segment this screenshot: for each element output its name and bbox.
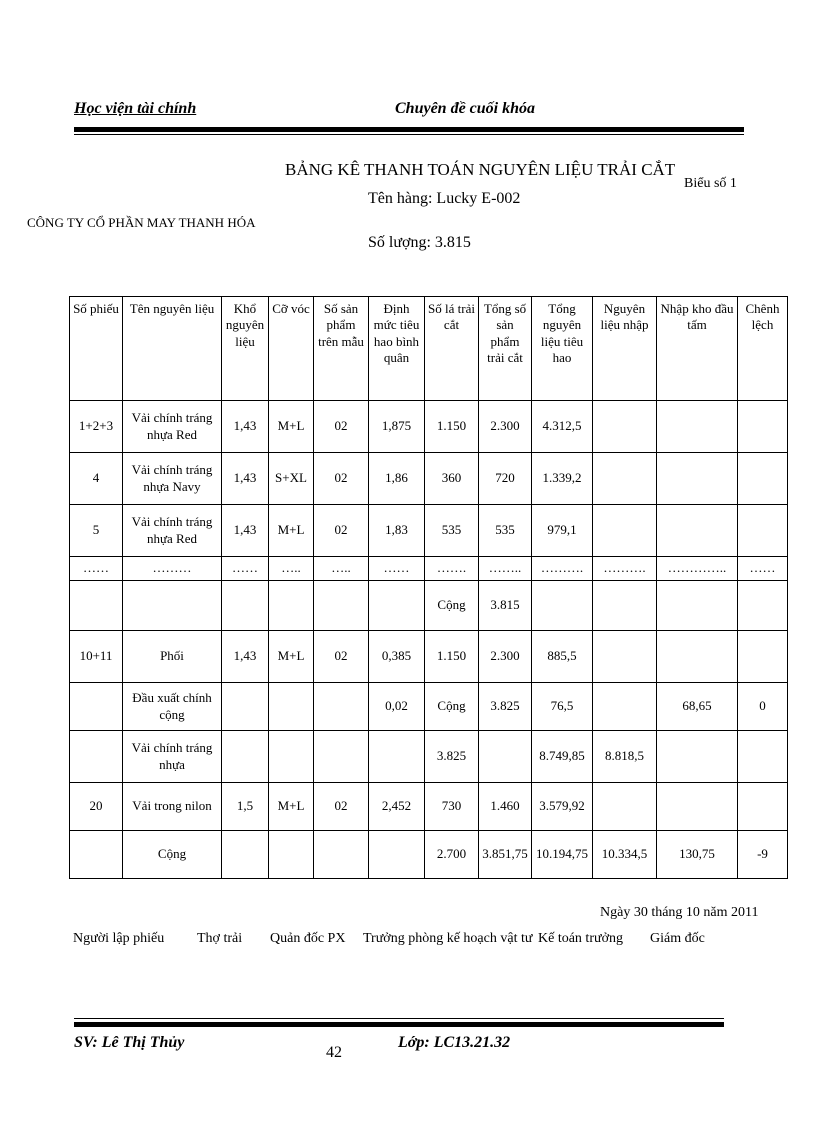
cell-material-received xyxy=(593,631,657,683)
cell-material-width xyxy=(222,731,269,783)
cell-material-received xyxy=(593,401,657,453)
header-avg-consumption: Định mức tiêu hao bình quân xyxy=(369,297,425,401)
material-settlement-table xyxy=(69,296,788,879)
cell-size: ….. xyxy=(269,557,314,581)
cell-material-name: Cộng xyxy=(123,831,222,879)
cell-total-material: 3.579,92 xyxy=(532,783,593,831)
table-header-row xyxy=(70,297,788,401)
footer-student-name: SV: Lê Thị Thủy xyxy=(74,1034,185,1051)
cell-total-material: 1.339,2 xyxy=(532,453,593,505)
cell-products-per-marker: 02 xyxy=(314,783,369,831)
cell-avg-consumption: 2,452 xyxy=(369,783,425,831)
cell-material-width: 1,43 xyxy=(222,631,269,683)
cell-difference xyxy=(738,505,788,557)
cell-layers: ……. xyxy=(425,557,479,581)
cell-total-products: 720 xyxy=(479,453,532,505)
cell-avg-consumption: …… xyxy=(369,557,425,581)
cell-total-products: 1.460 xyxy=(479,783,532,831)
table-row xyxy=(70,831,788,879)
cell-total-products: 3.851,75 xyxy=(479,831,532,879)
cell-total-material: 885,5 xyxy=(532,631,593,683)
cell-layers: Cộng xyxy=(425,581,479,631)
cell-avg-consumption xyxy=(369,581,425,631)
signature-chief-accountant: Kế toán trưởng xyxy=(538,931,623,946)
cell-material-width: 1,43 xyxy=(222,401,269,453)
cell-size: M+L xyxy=(269,505,314,557)
cell-products-per-marker: 02 xyxy=(314,401,369,453)
cell-total-products: 2.300 xyxy=(479,631,532,683)
page-number: 42 xyxy=(326,1044,342,1061)
header-material-received: Nguyên liệu nhập xyxy=(593,297,657,401)
cell-layers: 360 xyxy=(425,453,479,505)
cell-remnant-stock: ………….. xyxy=(657,557,738,581)
cell-products-per-marker: ….. xyxy=(314,557,369,581)
cell-size xyxy=(269,831,314,879)
header-difference: Chênh lệch xyxy=(738,297,788,401)
cell-size: M+L xyxy=(269,783,314,831)
table-row xyxy=(70,401,788,453)
footer-rule-thick xyxy=(74,1022,724,1027)
cell-slip-no: 20 xyxy=(70,783,123,831)
cell-avg-consumption: 1,86 xyxy=(369,453,425,505)
cell-layers: 1.150 xyxy=(425,631,479,683)
signature-director: Giám đốc xyxy=(650,931,705,946)
cell-remnant-stock xyxy=(657,631,738,683)
cell-size: M+L xyxy=(269,401,314,453)
cell-material-name: Vải trong nilon xyxy=(123,783,222,831)
cell-total-products: …….. xyxy=(479,557,532,581)
date-line: Ngày 30 tháng 10 năm 2011 xyxy=(600,905,759,920)
signature-planning-head: Trưởng phòng kế hoạch vật tư xyxy=(363,931,533,946)
cell-material-width: 1,5 xyxy=(222,783,269,831)
cell-slip-no: 10+11 xyxy=(70,631,123,683)
cell-layers: 535 xyxy=(425,505,479,557)
cell-products-per-marker xyxy=(314,831,369,879)
header-total-material: Tổng nguyên liệu tiêu hao xyxy=(532,297,593,401)
signature-workshop-manager: Quản đốc PX xyxy=(270,931,346,946)
cell-material-width xyxy=(222,831,269,879)
cell-material-received: 10.334,5 xyxy=(593,831,657,879)
cell-size xyxy=(269,581,314,631)
cell-material-received xyxy=(593,453,657,505)
cell-layers: 1.150 xyxy=(425,401,479,453)
cell-material-name: Vải chính tráng nhựa Red xyxy=(123,401,222,453)
table-row xyxy=(70,683,788,731)
cell-remnant-stock xyxy=(657,453,738,505)
header-products-per-marker: Số sản phẩm trên mẫu xyxy=(314,297,369,401)
header-layers: Số lá trải cắt xyxy=(425,297,479,401)
header-rule-thin xyxy=(74,134,744,135)
cell-material-received xyxy=(593,683,657,731)
header-remnant-stock: Nhập kho đầu tấm xyxy=(657,297,738,401)
table-row xyxy=(70,505,788,557)
cell-remnant-stock xyxy=(657,731,738,783)
cell-total-products: 535 xyxy=(479,505,532,557)
cell-layers: 730 xyxy=(425,783,479,831)
cell-remnant-stock xyxy=(657,783,738,831)
header-rule-thick xyxy=(74,127,744,132)
cell-avg-consumption: 1,875 xyxy=(369,401,425,453)
quantity-label: Số lượng: 3.815 xyxy=(368,234,471,251)
cell-total-material: 979,1 xyxy=(532,505,593,557)
signature-preparer: Người lập phiếu xyxy=(73,931,165,946)
cell-material-name: Vải chính tráng nhựa Navy xyxy=(123,453,222,505)
table-row xyxy=(70,783,788,831)
cell-layers: Cộng xyxy=(425,683,479,731)
signature-spreader: Thợ trải xyxy=(197,931,243,946)
cell-material-name: Vải chính tráng nhựa xyxy=(123,731,222,783)
table-row xyxy=(70,453,788,505)
cell-products-per-marker: 02 xyxy=(314,453,369,505)
header-report-title: Chuyên đề cuối khóa xyxy=(395,100,536,117)
product-name: Tên hàng: Lucky E-002 xyxy=(368,190,521,207)
cell-avg-consumption: 0,385 xyxy=(369,631,425,683)
cell-products-per-marker xyxy=(314,581,369,631)
cell-avg-consumption xyxy=(369,831,425,879)
cell-total-products xyxy=(479,731,532,783)
footer-rule-thin xyxy=(74,1018,724,1019)
cell-material-name: ……… xyxy=(123,557,222,581)
cell-remnant-stock: 68,65 xyxy=(657,683,738,731)
cell-material-name: Vải chính tráng nhựa Red xyxy=(123,505,222,557)
cell-size xyxy=(269,683,314,731)
cell-remnant-stock xyxy=(657,401,738,453)
cell-difference xyxy=(738,453,788,505)
form-number: Biểu số 1 xyxy=(684,176,737,191)
cell-slip-no: 5 xyxy=(70,505,123,557)
cell-material-width: 1,43 xyxy=(222,505,269,557)
cell-size: S+XL xyxy=(269,453,314,505)
cell-material-name: Đầu xuất chính cộng xyxy=(123,683,222,731)
cell-difference: -9 xyxy=(738,831,788,879)
cell-difference xyxy=(738,731,788,783)
cell-material-received: ………. xyxy=(593,557,657,581)
cell-layers: 2.700 xyxy=(425,831,479,879)
cell-slip-no: …… xyxy=(70,557,123,581)
cell-material-name xyxy=(123,581,222,631)
cell-material-received xyxy=(593,505,657,557)
cell-size xyxy=(269,731,314,783)
table-row xyxy=(70,557,788,581)
cell-total-products: 3.815 xyxy=(479,581,532,631)
cell-total-material: 10.194,75 xyxy=(532,831,593,879)
cell-slip-no xyxy=(70,831,123,879)
cell-material-width xyxy=(222,683,269,731)
cell-products-per-marker: 02 xyxy=(314,505,369,557)
cell-size: M+L xyxy=(269,631,314,683)
cell-slip-no xyxy=(70,731,123,783)
cell-difference xyxy=(738,581,788,631)
table-row xyxy=(70,631,788,683)
cell-difference: 0 xyxy=(738,683,788,731)
cell-products-per-marker: 02 xyxy=(314,631,369,683)
cell-slip-no xyxy=(70,683,123,731)
cell-difference xyxy=(738,631,788,683)
cell-slip-no: 1+2+3 xyxy=(70,401,123,453)
cell-total-products: 3.825 xyxy=(479,683,532,731)
header-material-width: Khổ nguyên liệu xyxy=(222,297,269,401)
header-slip-no: Số phiếu xyxy=(70,297,123,401)
cell-difference xyxy=(738,783,788,831)
header-total-products: Tổng số sản phẩm trải cắt xyxy=(479,297,532,401)
cell-avg-consumption: 0,02 xyxy=(369,683,425,731)
cell-total-material: 76,5 xyxy=(532,683,593,731)
header-material-name: Tên nguyên liệu xyxy=(123,297,222,401)
cell-remnant-stock xyxy=(657,505,738,557)
table-row xyxy=(70,581,788,631)
cell-material-name: Phối xyxy=(123,631,222,683)
cell-material-received: 8.818,5 xyxy=(593,731,657,783)
footer-class-code: Lớp: LC13.21.32 xyxy=(398,1034,511,1051)
cell-avg-consumption xyxy=(369,731,425,783)
cell-material-width: …… xyxy=(222,557,269,581)
cell-products-per-marker xyxy=(314,683,369,731)
cell-total-material: 8.749,85 xyxy=(532,731,593,783)
cell-material-received xyxy=(593,581,657,631)
cell-total-material xyxy=(532,581,593,631)
cell-avg-consumption: 1,83 xyxy=(369,505,425,557)
cell-total-products: 2.300 xyxy=(479,401,532,453)
cell-slip-no: 4 xyxy=(70,453,123,505)
company-name: CÔNG TY CỔ PHẦN MAY THANH HÓA xyxy=(27,215,256,230)
cell-slip-no xyxy=(70,581,123,631)
cell-material-received xyxy=(593,783,657,831)
header-size: Cỡ vóc xyxy=(269,297,314,401)
cell-total-material: 4.312,5 xyxy=(532,401,593,453)
cell-remnant-stock: 130,75 xyxy=(657,831,738,879)
cell-layers: 3.825 xyxy=(425,731,479,783)
cell-difference: …… xyxy=(738,557,788,581)
cell-remnant-stock xyxy=(657,581,738,631)
cell-difference xyxy=(738,401,788,453)
document-title: BẢNG KÊ THANH TOÁN NGUYÊN LIỆU TRẢI CẮT xyxy=(285,160,676,179)
cell-products-per-marker xyxy=(314,731,369,783)
table-row xyxy=(70,731,788,783)
cell-material-width xyxy=(222,581,269,631)
cell-material-width: 1,43 xyxy=(222,453,269,505)
header-institution: Học viện tài chính xyxy=(74,100,197,117)
cell-total-material: ………. xyxy=(532,557,593,581)
